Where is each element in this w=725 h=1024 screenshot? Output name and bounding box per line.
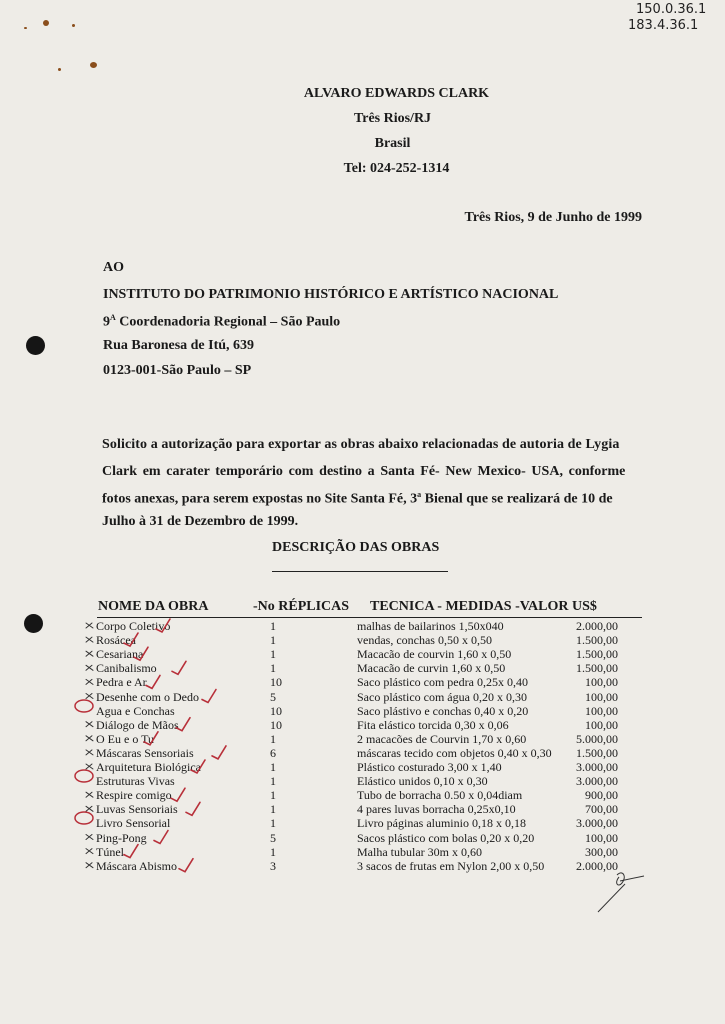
- check-x-mark: [86, 623, 93, 628]
- replica-count: 1: [270, 760, 276, 774]
- value-usd: 1.500,00: [576, 647, 618, 662]
- check-x-mark: [86, 750, 93, 755]
- value-usd: 300,00: [585, 844, 618, 859]
- replica-count: 1: [270, 619, 276, 633]
- red-circle-mark: [75, 700, 93, 712]
- technique-measure: Elástico unidos 0,10 x 0,30: [357, 774, 488, 789]
- check-x-mark: [86, 806, 93, 811]
- work-name: Arquitetura Biológica: [96, 760, 201, 774]
- check-x-mark: [86, 792, 93, 797]
- check-x-mark: [86, 637, 93, 642]
- check-x-mark: [86, 863, 93, 868]
- work-name: Máscaras Sensoriais: [96, 745, 194, 760]
- value-usd: 3.000,00: [576, 774, 618, 789]
- archive-ref-1: 150.0.36.1: [636, 2, 707, 17]
- check-x-mark: [86, 849, 93, 854]
- technique-measure: 4 pares luvas borracha 0,25x0,10: [357, 802, 516, 817]
- value-usd: 1.500,00: [576, 661, 618, 676]
- red-tick-mark: [176, 718, 190, 731]
- replica-count: 3: [270, 858, 276, 873]
- technique-measure: Plástico costurado 3,00 x 1,40: [357, 760, 502, 774]
- date-line: Três Rios, 9 de Junho de 1999: [464, 210, 642, 225]
- dept-number: 9: [103, 314, 110, 330]
- technique-measure: malhas de bailarinos 1,50x040: [357, 619, 504, 633]
- work-name: Túnel: [96, 844, 124, 859]
- check-x-mark: [86, 736, 93, 741]
- col-header-replicas: -No RÉPLICAS: [253, 599, 350, 614]
- technique-measure: 2 macacões de Courvin 1,70 x 0,60: [357, 731, 527, 746]
- technique-measure: Macacão de courvin 1,60 x 0,50: [357, 647, 512, 662]
- work-name: Máscara Abismo: [96, 858, 177, 873]
- technique-measure: Sacos plástico com bolas 0,20 x 0,20: [357, 830, 535, 845]
- body-superscript: a: [417, 490, 422, 499]
- recipient-street: Rua Baronesa de Itú, 639: [103, 338, 255, 353]
- red-tick-mark: [202, 690, 216, 703]
- sender-city: Três Rios/RJ: [353, 111, 432, 126]
- replica-count: 1: [270, 816, 276, 831]
- red-tick-mark: [191, 760, 205, 773]
- work-name: Diálogo de Mãos: [96, 717, 179, 732]
- replica-count: 1: [270, 661, 276, 676]
- recipient-ao: AO: [103, 260, 124, 275]
- technique-measure: vendas, conchas 0,50 x 0,50: [357, 633, 492, 648]
- work-name: Respire comigo: [96, 788, 172, 803]
- technique-measure: Macacão de curvin 1,60 x 0,50: [357, 661, 506, 676]
- replica-count: 1: [270, 844, 276, 859]
- work-name: Livro Sensorial: [96, 816, 171, 831]
- value-usd: 2.000,00: [576, 619, 618, 633]
- value-usd: 100,00: [585, 689, 618, 704]
- technique-measure: Saco plástico com água 0,20 x 0,30: [357, 689, 527, 704]
- work-name: Luvas Sensoriais: [96, 802, 178, 817]
- work-name: Agua e Conchas: [96, 703, 175, 718]
- technique-measure: Livro páginas aluminio 0,18 x 0,18: [357, 816, 526, 831]
- sender-phone: Tel: 024-252-1314: [343, 161, 450, 176]
- work-name: O Eu e o Tu: [96, 731, 155, 746]
- archive-ref-2: 183.4.36.1: [628, 18, 699, 33]
- red-tick-mark: [154, 831, 168, 844]
- technique-measure: Tubo de borracha 0.50 x 0,04diam: [357, 788, 523, 803]
- value-usd: 2.000,00: [576, 858, 618, 873]
- initials-signature: [598, 873, 644, 912]
- replica-count: 10: [270, 717, 282, 732]
- replica-count: 6: [270, 745, 276, 760]
- work-name: Canibalismo: [96, 661, 157, 676]
- check-x-mark: [86, 694, 93, 699]
- replica-count: 10: [270, 703, 282, 718]
- red-tick-mark: [186, 802, 200, 815]
- replica-count: 1: [270, 788, 276, 803]
- red-circle-mark: [75, 812, 93, 824]
- technique-measure: máscaras tecido com objetos 0,40 x 0,30: [357, 745, 552, 760]
- value-usd: 100,00: [585, 675, 618, 690]
- red-tick-mark: [156, 619, 170, 632]
- recipient-institution: INSTITUTO DO PATRIMONIO HISTÓRICO E ARTÍSTICO NACIONAL: [103, 287, 559, 302]
- red-circle-mark: [75, 770, 93, 782]
- technique-measure: Fita elástico torcida 0,30 x 0,06: [357, 717, 509, 732]
- replica-count: 1: [270, 731, 276, 746]
- replica-count: 1: [270, 802, 276, 817]
- work-name: Cesariana: [96, 647, 144, 662]
- value-usd: 100,00: [585, 830, 618, 845]
- value-usd: 100,00: [585, 717, 618, 732]
- technique-measure: Saco plástivo e conchas 0,40 x 0,20: [357, 703, 529, 718]
- check-x-mark: [86, 764, 93, 769]
- work-name: Pedra e Ar: [96, 675, 147, 690]
- check-x-mark: [86, 722, 93, 727]
- work-name: Corpo Coletivo: [96, 619, 171, 633]
- replica-count: 1: [270, 774, 276, 789]
- value-usd: 3.000,00: [576, 760, 618, 774]
- body-line-3b: Bienal que se realizará de 10 de: [421, 491, 613, 507]
- work-name: Estruturas Vivas: [96, 774, 175, 789]
- value-usd: 3.000,00: [576, 816, 618, 831]
- red-tick-mark: [146, 675, 160, 688]
- replica-count: 5: [270, 689, 276, 704]
- check-x-mark: [86, 651, 93, 656]
- dept-name: Coordenadoria Regional – São Paulo: [115, 314, 341, 330]
- body-line-2: Clark em carater temporário com destino a Santa Fé- New Mexico- USA, conforme: [102, 464, 626, 479]
- col-header-name: NOME DA OBRA: [98, 599, 209, 614]
- red-tick-mark: [212, 746, 226, 759]
- red-tick-mark: [134, 647, 148, 660]
- replica-count: 1: [270, 633, 276, 648]
- value-usd: 1.500,00: [576, 633, 618, 648]
- work-name: Rosácea: [96, 633, 136, 648]
- red-tick-mark: [144, 732, 158, 745]
- red-tick-mark: [124, 845, 138, 858]
- col-header-technique: TECNICA - MEDIDAS -VALOR US$: [370, 599, 597, 614]
- technique-measure: 3 sacos de frutas em Nylon 2,00 x 0,50: [357, 858, 545, 873]
- red-tick-mark: [124, 633, 138, 646]
- body-line-1: Solicito a autorização para exportar as obras abaixo relacionadas de autoria de Lygia: [102, 437, 620, 452]
- value-usd: 900,00: [585, 788, 618, 803]
- check-x-mark: [86, 665, 93, 670]
- technique-measure: Malha tubular 30m x 0,60: [357, 844, 482, 859]
- value-usd: 5.000,00: [576, 731, 618, 746]
- value-usd: 700,00: [585, 802, 618, 817]
- dept-superscript: A: [110, 313, 116, 322]
- body-line-4: Julho à 31 de Dezembro de 1999.: [102, 514, 299, 529]
- recipient-zip-city: 0123-001-São Paulo – SP: [103, 363, 252, 378]
- work-name: Desenhe com o Dedo: [96, 689, 199, 704]
- replica-count: 5: [270, 830, 276, 845]
- technique-measure: Saco plástico com pedra 0,25x 0,40: [357, 675, 528, 690]
- check-x-mark: [86, 679, 93, 684]
- sender-name: ALVARO EDWARDS CLARK: [303, 86, 490, 101]
- replica-count: 10: [270, 675, 282, 690]
- red-tick-mark: [171, 788, 185, 801]
- red-tick-mark: [172, 661, 186, 674]
- replica-count: 1: [270, 647, 276, 662]
- red-tick-mark: [179, 859, 193, 872]
- body-line-3a: fotos anexas, para serem expostas no Site Santa Fé, 3: [102, 491, 418, 507]
- check-x-mark: [86, 835, 93, 840]
- section-title: DESCRIÇÃO DAS OBRAS: [272, 540, 440, 555]
- value-usd: 100,00: [585, 703, 618, 718]
- sender-country: Brasil: [374, 136, 411, 151]
- value-usd: 1.500,00: [576, 745, 618, 760]
- work-name: Ping-Pong: [96, 830, 147, 845]
